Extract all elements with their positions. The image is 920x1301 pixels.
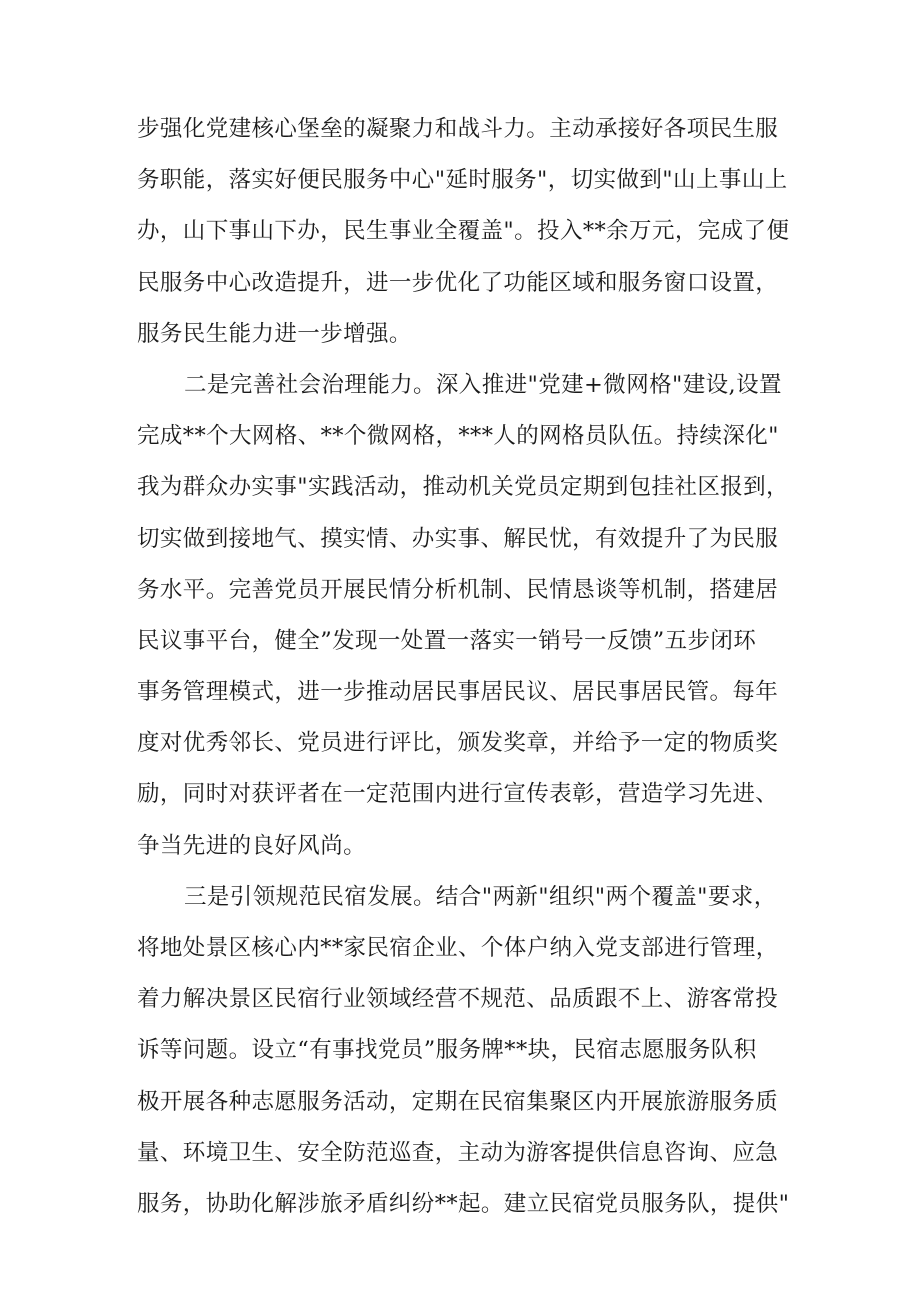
text-line: 民服务中心改造提升，进一步优化了功能区域和服务窗口设置，	[137, 269, 779, 296]
text-line: 极开展各种志愿服务活动，定期在民宿集聚区内开展旅游服务质	[137, 1088, 779, 1115]
text-line: 量、环境卫生、安全防范巡查，主动为游客提供信息咨询、应急	[137, 1139, 779, 1166]
paragraph-start-line: 三是引领规范民宿发展。结合"两新"组织"两个覆盖"要求，	[184, 883, 777, 910]
text-line: 切实做到接地气、摸实情、办实事、解民忧，有效提升了为民服	[137, 525, 779, 552]
text-line: 将地处景区核心内**家民宿企业、个体户纳入党支部进行管理，	[137, 935, 779, 961]
text-line: 办，山下事山下办，民生事业全覆盖"。投入**余万元，完成了便	[137, 218, 790, 245]
text-line: 着力解决景区民宿行业领域经营不规范、品质跟不上、游客常投	[137, 986, 779, 1013]
text-line: 完成**个大网格、**个微网格，***人的网格员队伍。持续深化"	[137, 423, 779, 450]
text-line: 事务管理模式，进一步推动居民事居民议、居民事居民管。每年	[137, 679, 779, 706]
text-line: 我为群众办实事"实践活动，推动机关党员定期到包挂社区报到，	[137, 474, 789, 501]
text-line: 度对优秀邻长、党员进行评比，颁发奖章，并给予一定的物质奖	[137, 730, 779, 757]
text-line: 服务民生能力进一步增强。	[137, 320, 412, 347]
text-line: 争当先进的良好风尚。	[137, 832, 367, 859]
paragraph-start-line: 二是完善社会治理能力。深入推进"党建+微网格"建设,设置	[184, 371, 782, 398]
text-line: 服务，协助化解涉旅矛盾纠纷**起。建立民宿党员服务队，提供"	[137, 1190, 790, 1217]
text-line: 励，同时对获评者在一定范围内进行宣传表彰，营造学习先进、	[137, 781, 779, 808]
text-line: 务职能，落实好便民服务中心"延时服务"，切实做到"山上事山上	[137, 167, 788, 194]
text-line: 诉等问题。设立“有事找党员”服务牌**块，民宿志愿服务队积	[137, 1037, 757, 1064]
text-line: 步强化党建核心堡垒的凝聚力和战斗力。主动承接好各项民生服	[137, 116, 779, 142]
text-line: 务水平。完善党员开展民情分析机制、民情恳谈等机制，搭建居	[137, 576, 779, 603]
document-body	[137, 104, 789, 1230]
text-line: 民议事平台，健全”发现一处置一落实一销号一反馈”五步闭环	[137, 627, 757, 654]
